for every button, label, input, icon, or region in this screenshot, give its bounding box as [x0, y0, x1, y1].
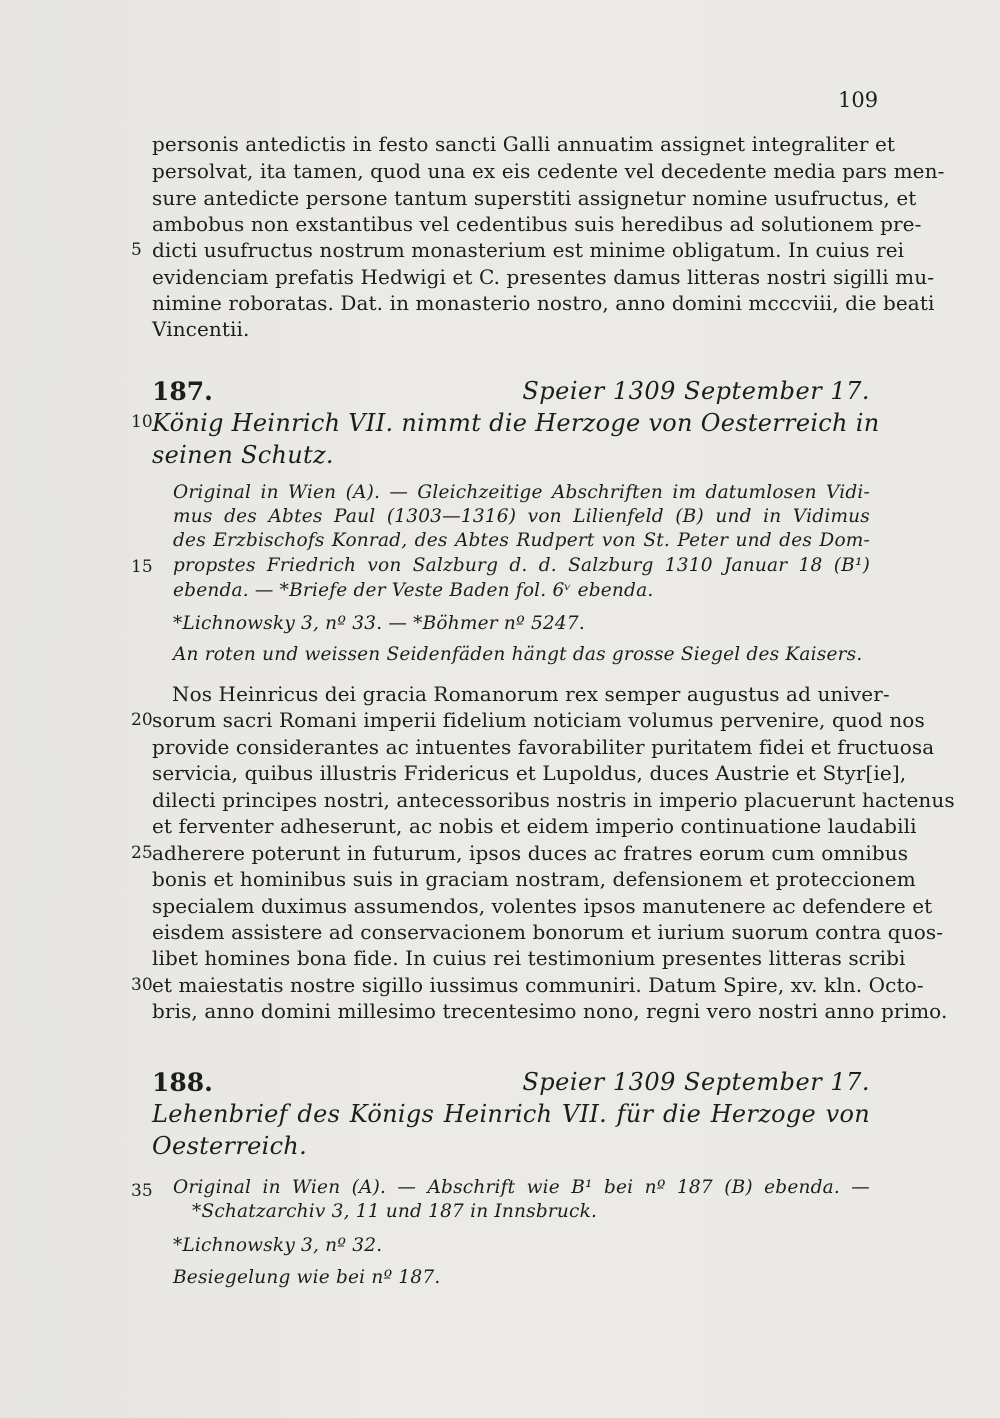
doc-187-text-line: provide considerantes ac intuentes favorabiliter puritatem fidei et fructuosa — [152, 735, 935, 759]
doc-187-text-line: servicia, quibus illustris Fridericus et Lupoldus, duces Austrie et Styr[ie], — [152, 761, 907, 785]
intro-line: personis antedictis in festo sancti Galli annuatim assignet integraliter et — [152, 132, 896, 156]
doc-187-text-line: libet homines bona fide. In cuius rei testimonium presentes litteras scribi — [152, 946, 906, 970]
doc-187-text-line: et ferventer adheserunt, ac nobis et eidem imperio continuatione laudabili — [152, 814, 917, 838]
margin-line-number: 10 — [131, 412, 153, 432]
doc-188-citation: *Lichnowsky 3, nº 32. — [173, 1235, 383, 1256]
doc-187-note-line: Original in Wien (A). — Gleichzeitige Abschriften im datumlosen Vidi- — [173, 482, 870, 503]
doc-188-title-line: Oesterreich. — [152, 1132, 307, 1160]
doc-187-text-line: adherere poterunt in futurum, ipsos duces ac fratres eorum cum omnibus — [152, 841, 909, 865]
doc-187-text-line: Nos Heinricus dei gracia Romanorum rex semper augustus ad univer- — [172, 682, 890, 706]
margin-line-number: 25 — [131, 843, 153, 863]
doc-187-title-line: seinen Schutz. — [152, 441, 334, 469]
doc-188-number: 188. — [152, 1068, 213, 1097]
intro-line: Vincentii. — [152, 317, 250, 341]
doc-188-seal-note: Besiegelung wie bei nº 187. — [173, 1267, 441, 1288]
doc-187-citation: *Lichnowsky 3, nº 33. — *Böhmer nº 5247. — [173, 613, 585, 634]
doc-187-number: 187. — [152, 377, 213, 406]
doc-187-text-line: bonis et hominibus suis in graciam nostram, defensionem et proteccionem — [152, 867, 916, 891]
intro-line: ambobus non exstantibus vel cedentibus suis heredibus ad solutionem pre- — [152, 212, 922, 236]
doc-187-seal-note: An roten und weissen Seidenfäden hängt das grosse Siegel des Kaisers. — [173, 644, 863, 665]
doc-188-date: Speier 1309 September 17. — [522, 1068, 870, 1096]
margin-line-number: 20 — [131, 710, 153, 730]
intro-line: persolvat, ita tamen, quod una ex eis cedente vel decedente media pars men- — [152, 159, 945, 183]
doc-188-note-line: *Schatzarchiv 3, 11 und 187 in Innsbruck. — [192, 1201, 598, 1222]
page-number: 109 — [838, 88, 879, 112]
doc-188-title-line: Lehenbrief des Königs Heinrich VII. für die Herzoge von — [152, 1100, 870, 1128]
doc-187-text-line: dilecti principes nostri, antecessoribus nostris in imperio placuerunt hactenus — [152, 788, 955, 812]
intro-line: dicti usufructus nostrum monasterium est minime obligatum. In cuius rei — [152, 238, 905, 262]
doc-187-text-line: sorum sacri Romani imperii fidelium noticiam volumus pervenire, quod nos — [152, 708, 925, 732]
doc-187-text-line: eisdem assistere ad conservacionem bonorum et iurium suorum contra quos- — [152, 920, 944, 944]
margin-line-number: 35 — [131, 1181, 153, 1201]
doc-187-title-line: König Heinrich VII. nimmt die Herzoge von Oesterreich in — [152, 409, 880, 437]
doc-187-note-line: des Erzbischofs Konrad, des Abtes Rudpert von St. Peter und des Dom- — [173, 530, 870, 551]
intro-line: nimine roboratas. Dat. in monasterio nostro, anno domini mcccviii, die beati — [152, 291, 935, 315]
intro-line: evidenciam prefatis Hedwigi et C. presentes damus litteras nostri sigilli mu- — [152, 265, 935, 289]
doc-187-note-line: mus des Abtes Paul (1303—1316) von Lilienfeld (B) und in Vidimus — [173, 506, 870, 527]
doc-187-text-line: specialem duximus assumendos, volentes ipsos manutenere ac defendere et — [152, 894, 933, 918]
doc-187-note-line: ebenda. — *Briefe der Veste Baden fol. 6ᵛ ebenda. — [173, 580, 654, 601]
margin-line-number: 30 — [131, 975, 153, 995]
margin-line-number: 5 — [131, 240, 142, 260]
doc-187-date: Speier 1309 September 17. — [522, 377, 870, 405]
doc-187-note-line: propstes Friedrich von Salzburg d. d. Salzburg 1310 Januar 18 (B¹) — [173, 555, 870, 576]
margin-line-number: 15 — [131, 557, 153, 577]
doc-187-text-line: et maiestatis nostre sigillo iussimus communiri. Datum Spire, xv. kln. Octo- — [152, 973, 924, 997]
doc-188-note-line: Original in Wien (A). — Abschrift wie B¹ bei nº 187 (B) ebenda. — — [173, 1177, 870, 1198]
doc-187-text-line: bris, anno domini millesimo trecentesimo nono, regni vero nostri anno primo. — [152, 999, 948, 1023]
intro-line: sure antedicte persone tantum superstiti assignetur nomine usufructus, et — [152, 186, 917, 210]
